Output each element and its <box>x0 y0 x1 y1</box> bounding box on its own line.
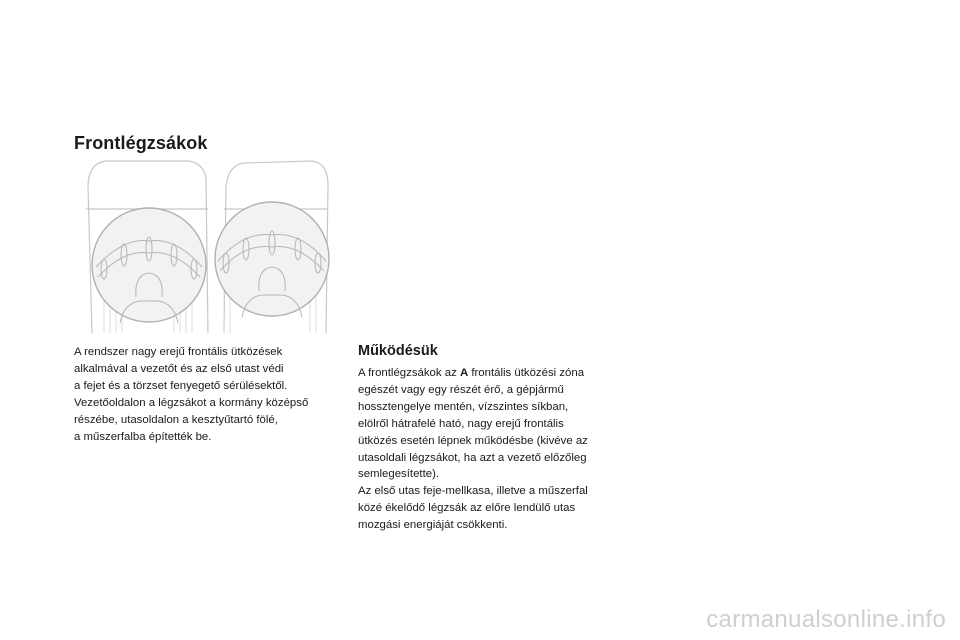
operation-line: ütközés esetén lépnek működésbe (kivéve az <box>358 434 588 447</box>
page-title: Frontlégzsákok <box>74 133 208 153</box>
section-heading: Működésük <box>358 343 438 359</box>
intro-line: a műszerfalba építették be. <box>74 430 212 443</box>
driver-airbag-icon <box>92 208 206 323</box>
watermark: carmanualsonline.info <box>706 606 946 633</box>
operation-line: hossztengelye mentén, vízszintes síkban, <box>358 400 569 413</box>
intro-line: alkalmával a vezetőt és az első utast védi <box>74 362 284 375</box>
passenger-airbag-icon <box>215 202 329 317</box>
intro-paragraph <box>74 344 336 445</box>
operation-line: egészét vagy egy részét érő, a gépjármű <box>358 383 564 396</box>
operation-text: A frontlégzsákok az <box>358 367 460 379</box>
operation-line: közé ékelődő légzsák az előre lendülő utas <box>358 502 576 515</box>
zone-label: A <box>459 367 469 379</box>
operation-line: mozgási energiáját csökkenti. <box>358 519 508 532</box>
intro-line: Vezetőoldalon a légzsákot a kormány középső <box>74 396 309 409</box>
intro-line: részébe, utasoldalon a kesztyűtartó fölé, <box>74 413 278 426</box>
intro-line: a fejet és a törzset fenyegető sérülésektől. <box>74 379 288 392</box>
operation-line: elölről hátrafelé ható, nagy erejű frontális <box>358 417 564 430</box>
operation-text: frontális ütközési zóna <box>468 367 585 379</box>
operation-line: Az első utas feje-mellkasa, illetve a műszerfal <box>358 485 588 498</box>
operation-paragraph <box>358 365 620 534</box>
airbag-deployment-illustration <box>84 157 330 333</box>
intro-line: A rendszer nagy erejű frontális ütközések <box>74 346 283 358</box>
operation-line: utasoldali légzsákot, ha azt a vezető előzőleg <box>358 451 587 464</box>
operation-line <box>358 365 620 382</box>
operation-line: semlegesítette). <box>358 468 440 481</box>
